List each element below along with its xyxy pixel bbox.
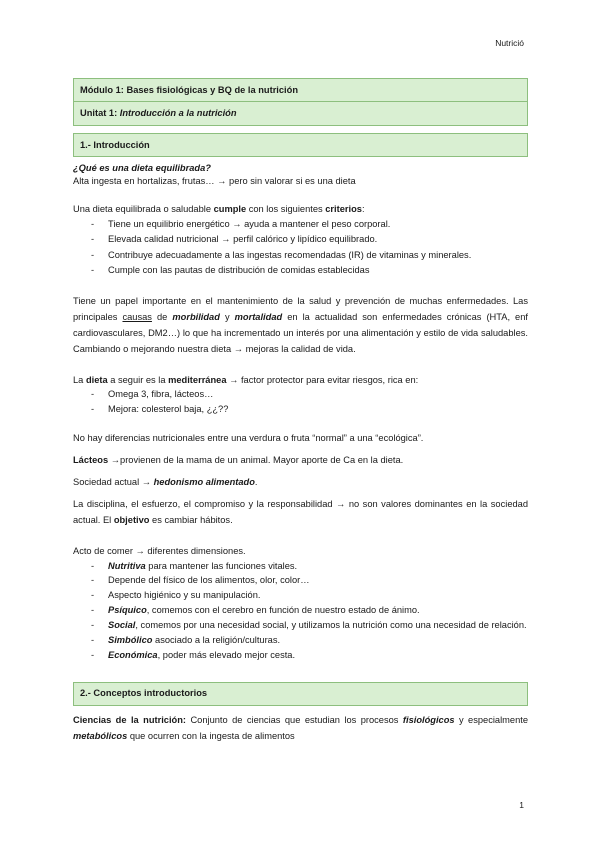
lacteos-a: Lácteos <box>73 454 109 465</box>
cien-d: y especialmente <box>454 714 529 725</box>
papel-a: Tiene un papel importante en el mantenimiento de la salud y prevención de muchas enfermedades. Las principales <box>73 295 528 322</box>
ecologica-paragraph: No hay diferencias nutricionales entre una verdura o fruta “normal” a una “ecológica”. <box>73 433 424 444</box>
list-item: - Omega 3, fibra, lácteos… <box>91 388 528 401</box>
disciplina-paragraph <box>73 497 528 529</box>
acto-text: Depende del físico de los alimentos, olor, color… <box>108 575 310 586</box>
cien-e: metabólicos <box>73 730 128 741</box>
equilibrada-list <box>73 218 528 277</box>
section2-title-box <box>73 682 528 706</box>
papel-d: morbilidad <box>172 311 220 322</box>
list-item <box>91 573 528 588</box>
acto-text: , poder más elevado mejor cesta. <box>157 649 296 660</box>
cien-c: fisiológicos <box>402 714 455 725</box>
acto-bold: Simbólico <box>108 634 153 645</box>
eq-d: criterios <box>325 204 362 215</box>
disc-b: objetivo <box>113 515 150 526</box>
soc-a: Sociedad actual → <box>73 476 154 487</box>
module-title: Módulo 1: Bases fisiológicas y BQ de la nutrición <box>80 84 299 95</box>
unit-name: Introducción a la nutrición <box>119 108 237 119</box>
acto-bold: Económica <box>108 649 158 660</box>
question-line: Alta ingesta en hortalizas, frutas… → pero sin valorar si es una dieta <box>73 175 356 186</box>
disc-c: es cambiar hábitos. <box>149 515 233 526</box>
med-d: mediterránea <box>168 374 227 385</box>
page-content <box>73 78 528 745</box>
list-item: - Contribuye adecuadamente a las ingestas recomendadas (IR) de vitaminas y minerales. <box>91 249 528 262</box>
papel-b: causas <box>122 311 152 322</box>
page-header: Nutrició <box>495 38 524 48</box>
soc-c: . <box>254 476 258 487</box>
section1-title-box <box>73 133 528 157</box>
list-item: - Cumple con las pautas de distribución de comidas establecidas <box>91 264 528 277</box>
eq-a: Una dieta equilibrada o saludable <box>73 204 214 215</box>
lacteos-b: →provienen de la mama de un animal. Mayor aporte de Ca en la dieta. <box>108 454 404 465</box>
acto-bold: Psíquico <box>108 605 147 616</box>
mediterranea-list <box>73 388 528 415</box>
list-item <box>91 633 528 648</box>
papel-g: en la actualidad son enfermedades crónicas (HTA, enf cardiovasculares, DM2…) lo que ha incrementado un interés por una alimentación y estilo de vida saludables. Cambiando o mejorando nuestra dieta → mejoras la calidad de vida. <box>73 311 528 354</box>
module-title-box <box>73 78 528 102</box>
acto-text: , comemos por una necesidad social, y utilizamos la nutrición como una necesidad de relación. <box>135 620 527 631</box>
list-item: - Tiene un equilibrio energético → ayuda a mantener el peso corporal. <box>91 218 528 231</box>
unit-title-box <box>73 102 528 126</box>
papel-f: mortalidad <box>234 311 283 322</box>
page-number: 1 <box>519 800 524 810</box>
section2-title: 2.- Conceptos introductorios <box>80 688 208 699</box>
list-item <box>91 648 528 663</box>
acto-bold: Nutritiva <box>108 560 146 571</box>
acto-list <box>73 559 528 663</box>
list-item: - Elevada calidad nutricional → perfil calórico y lipídico equilibrado. <box>91 233 528 246</box>
acto-intro: Acto de comer → diferentes dimensiones. <box>73 546 246 557</box>
med-c: a seguir es la <box>107 374 169 385</box>
unit-label: Unitat 1: <box>80 108 118 119</box>
cien-b: Conjunto de ciencias que estudian los procesos <box>186 714 403 725</box>
sociedad-paragraph <box>73 476 528 489</box>
list-item <box>91 603 528 618</box>
papel-e: y <box>219 311 235 322</box>
ciencias-paragraph <box>73 713 528 745</box>
acto-text: , comemos con el cerebro en función de nuestro estado de ánimo. <box>146 605 420 616</box>
lacteos-paragraph <box>73 454 528 467</box>
question-title <box>73 162 528 175</box>
papel-paragraph <box>73 294 528 358</box>
cien-a: Ciencias de la nutrición: <box>73 714 187 725</box>
equilibrada-intro <box>73 203 528 216</box>
eq-b: cumple <box>213 204 247 215</box>
list-item: - Mejora: colesterol baja, ¿¿?? <box>91 403 528 416</box>
acto-bold: Social <box>108 620 136 631</box>
disc-a: La disciplina, el esfuerzo, el compromiso y la responsabilidad → no son valores dominantes en la sociedad actual. El <box>73 499 528 526</box>
section1-title: 1.- Introducción <box>80 139 150 150</box>
list-item <box>91 618 528 633</box>
soc-b: hedonismo alimentado <box>153 476 255 487</box>
list-item <box>91 559 528 574</box>
papel-c: de <box>151 311 173 322</box>
list-item <box>91 588 528 603</box>
acto-text: para mantener las funciones vitales. <box>145 560 298 571</box>
med-a: La <box>73 374 86 385</box>
acto-text: Aspecto higiénico y su manipulación. <box>108 590 261 601</box>
acto-text: asociado a la religión/culturas. <box>152 634 281 645</box>
cien-f: que ocurren con la ingesta de alimentos <box>127 730 295 741</box>
eq-e: : <box>361 204 365 215</box>
med-e: → factor protector para evitar riesgos, rica en: <box>226 374 419 385</box>
eq-c: con los siguientes <box>246 204 326 215</box>
med-b: dieta <box>85 374 108 385</box>
mediterranea-intro <box>73 374 528 387</box>
question-title-text: ¿Qué es una dieta equilibrada? <box>73 163 211 173</box>
